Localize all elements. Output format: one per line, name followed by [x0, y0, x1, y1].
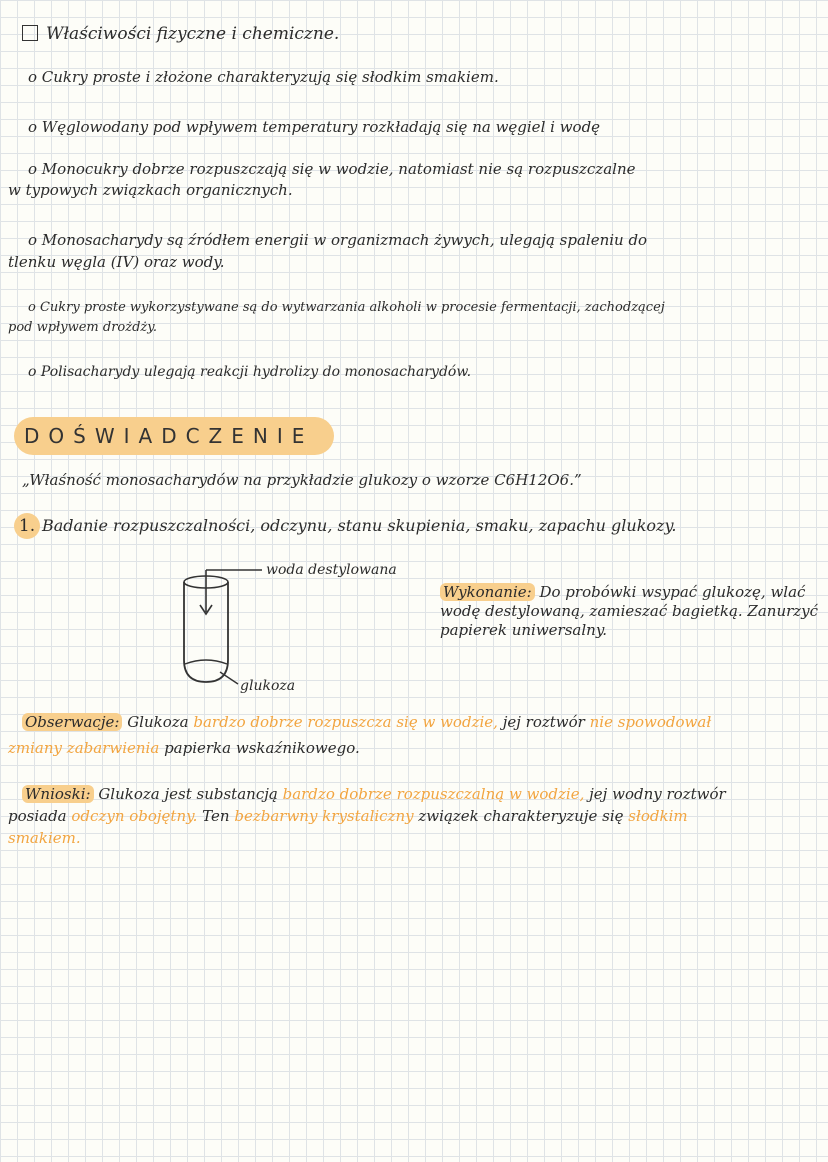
observations-highlight-text: zabarwienia — [66, 739, 160, 757]
conclusions-text: Glukoza jest substancją — [98, 785, 278, 803]
conclusions-line-2 — [8, 806, 828, 826]
conclusions-line-1 — [22, 784, 828, 804]
procedure-text: Do probówki wsypać glukozę, wlać wodę destylowaną, zamieszać bagietką. Zanurzyć papierek uniwersalny. — [440, 583, 819, 639]
procedure-label: Wykonanie: — [440, 583, 535, 601]
property-item: o Cukry proste wykorzystywane są do wytwarzania alkoholi w procesie fermentacji, zachodzącej — [28, 300, 665, 315]
observations-highlight-text: bardzo dobrze rozpuszcza się w wodzie, — [193, 713, 498, 731]
experiment-banner: DOŚWIADCZENIE — [14, 417, 334, 455]
property-item-continuation: pod wpływem drożdży. — [8, 320, 158, 335]
experiment-step — [14, 513, 828, 539]
conclusions-highlight-text: słodkim — [628, 807, 688, 825]
property-item: o Monocukry dobrze rozpuszczają się w wodzie, natomiast nie są rozpuszczalne — [28, 160, 636, 178]
observations-line-1 — [22, 712, 828, 732]
conclusions-text: związek charakteryzuje się — [418, 807, 624, 825]
step-number: 1. — [14, 513, 40, 539]
experiment-subtitle: „Właśność monosacharydów na przykładzie glukozy o wzorze C6H12O6.” — [22, 471, 582, 489]
observations-line-2 — [8, 738, 828, 758]
property-item: o Węglowodany pod wpływem temperatury rozkładają się na węgiel i wodę — [28, 118, 601, 136]
observations-highlight-text: zmiany — [8, 739, 63, 757]
properties-heading-text: Właściwości fizyczne i chemiczne. — [46, 24, 340, 44]
conclusions-text: posiada — [8, 807, 67, 825]
checkbox-icon — [22, 25, 38, 41]
observations-text: jej roztwór — [502, 713, 585, 731]
test-tube-diagram — [170, 560, 397, 700]
observations-text: papierka wskaźnikowego. — [164, 739, 360, 757]
procedure-block — [440, 583, 820, 640]
property-item: o Cukry proste i złożone charakteryzują się słodkim smakiem. — [28, 68, 499, 86]
conclusions-highlight-text: smakiem. — [8, 829, 81, 847]
property-item: o Monosacharydy są źródłem energii w organizmach żywych, ulegają spaleniu do — [28, 231, 648, 249]
property-item-continuation: w typowych związkach organicznych. — [8, 181, 293, 199]
conclusions-text: jej wodny roztwór — [589, 785, 726, 803]
glucose-label: glukoza — [240, 678, 296, 694]
step-text: Badanie rozpuszczalności, odczynu, stanu skupienia, smaku, zapachu glukozy. — [42, 516, 677, 535]
property-item: o Polisacharydy ulegają reakcji hydrolizy do monosacharydów. — [28, 364, 472, 380]
conclusions-label: Wnioski: — [22, 785, 94, 803]
property-item-continuation: tlenku węgla (IV) oraz wody. — [8, 253, 225, 271]
observations-highlight-text: nie spowodował — [589, 713, 712, 731]
observations-text: Glukoza — [127, 713, 189, 731]
water-label: woda destylowana — [266, 562, 397, 578]
conclusions-highlight-text: bezbarwny krystaliczny — [234, 807, 414, 825]
conclusions-text: Ten — [202, 807, 230, 825]
conclusions-highlight-text: bardzo dobrze rozpuszczalną w wodzie, — [282, 785, 585, 803]
conclusions-line-3 — [8, 828, 828, 848]
conclusions-highlight-text: odczyn obojętny. — [71, 807, 198, 825]
properties-heading — [22, 24, 828, 44]
observations-label: Obserwacje: — [22, 713, 122, 731]
